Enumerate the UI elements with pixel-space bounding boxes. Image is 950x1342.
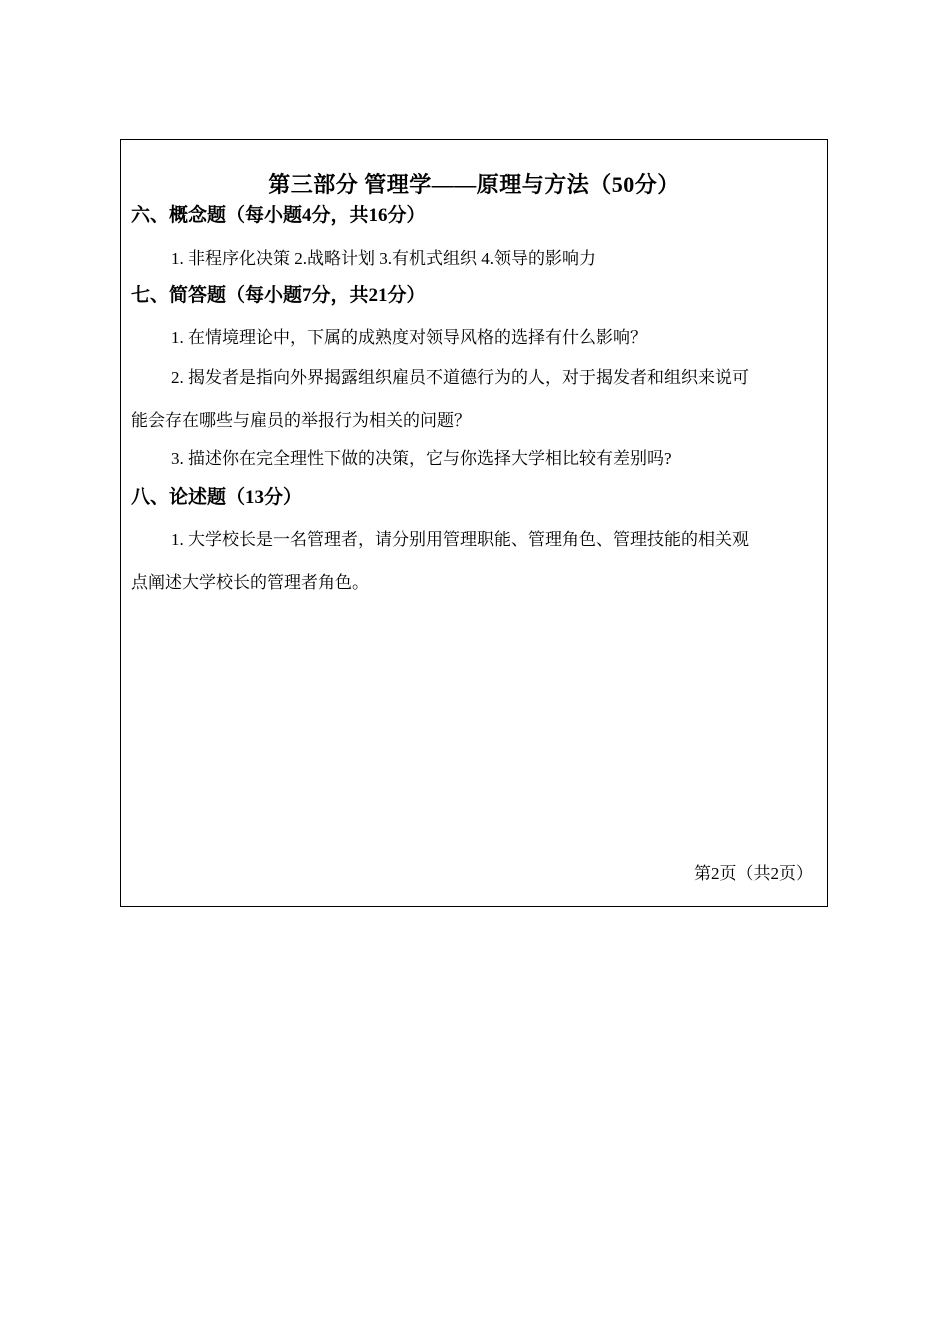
concept-terms-line: 1. 非程序化决策 2.战略计划 3.有机式组织 4.领导的影响力 xyxy=(171,249,596,268)
section-heading-concepts: 六、概念题（每小题4分，共16分） xyxy=(131,205,426,226)
short-answer-question-2-continued: 能会存在哪些与雇员的举报行为相关的问题？ xyxy=(131,411,471,430)
page-number: 第2页（共2页） xyxy=(694,864,813,883)
part-title: 第三部分 管理学——原理与方法（50分） xyxy=(268,172,680,197)
essay-question-1-continued: 点阐述大学校长的管理者角色。 xyxy=(131,573,369,592)
short-answer-question-2: 2. 揭发者是指向外界揭露组织雇员不道德行为的人，对于揭发者和组织来说可 xyxy=(171,368,749,387)
exam-page-frame xyxy=(120,139,828,907)
section-heading-short-answer: 七、简答题（每小题7分，共21分） xyxy=(131,285,426,306)
short-answer-question-1: 1. 在情境理论中，下属的成熟度对领导风格的选择有什么影响？ xyxy=(171,328,647,347)
section-heading-essay: 八、论述题（13分） xyxy=(131,487,303,508)
short-answer-question-3: 3. 描述你在完全理性下做的决策，它与你选择大学相比较有差别吗? xyxy=(171,449,672,468)
essay-question-1: 1. 大学校长是一名管理者，请分别用管理职能、管理角色、管理技能的相关观 xyxy=(171,530,749,549)
